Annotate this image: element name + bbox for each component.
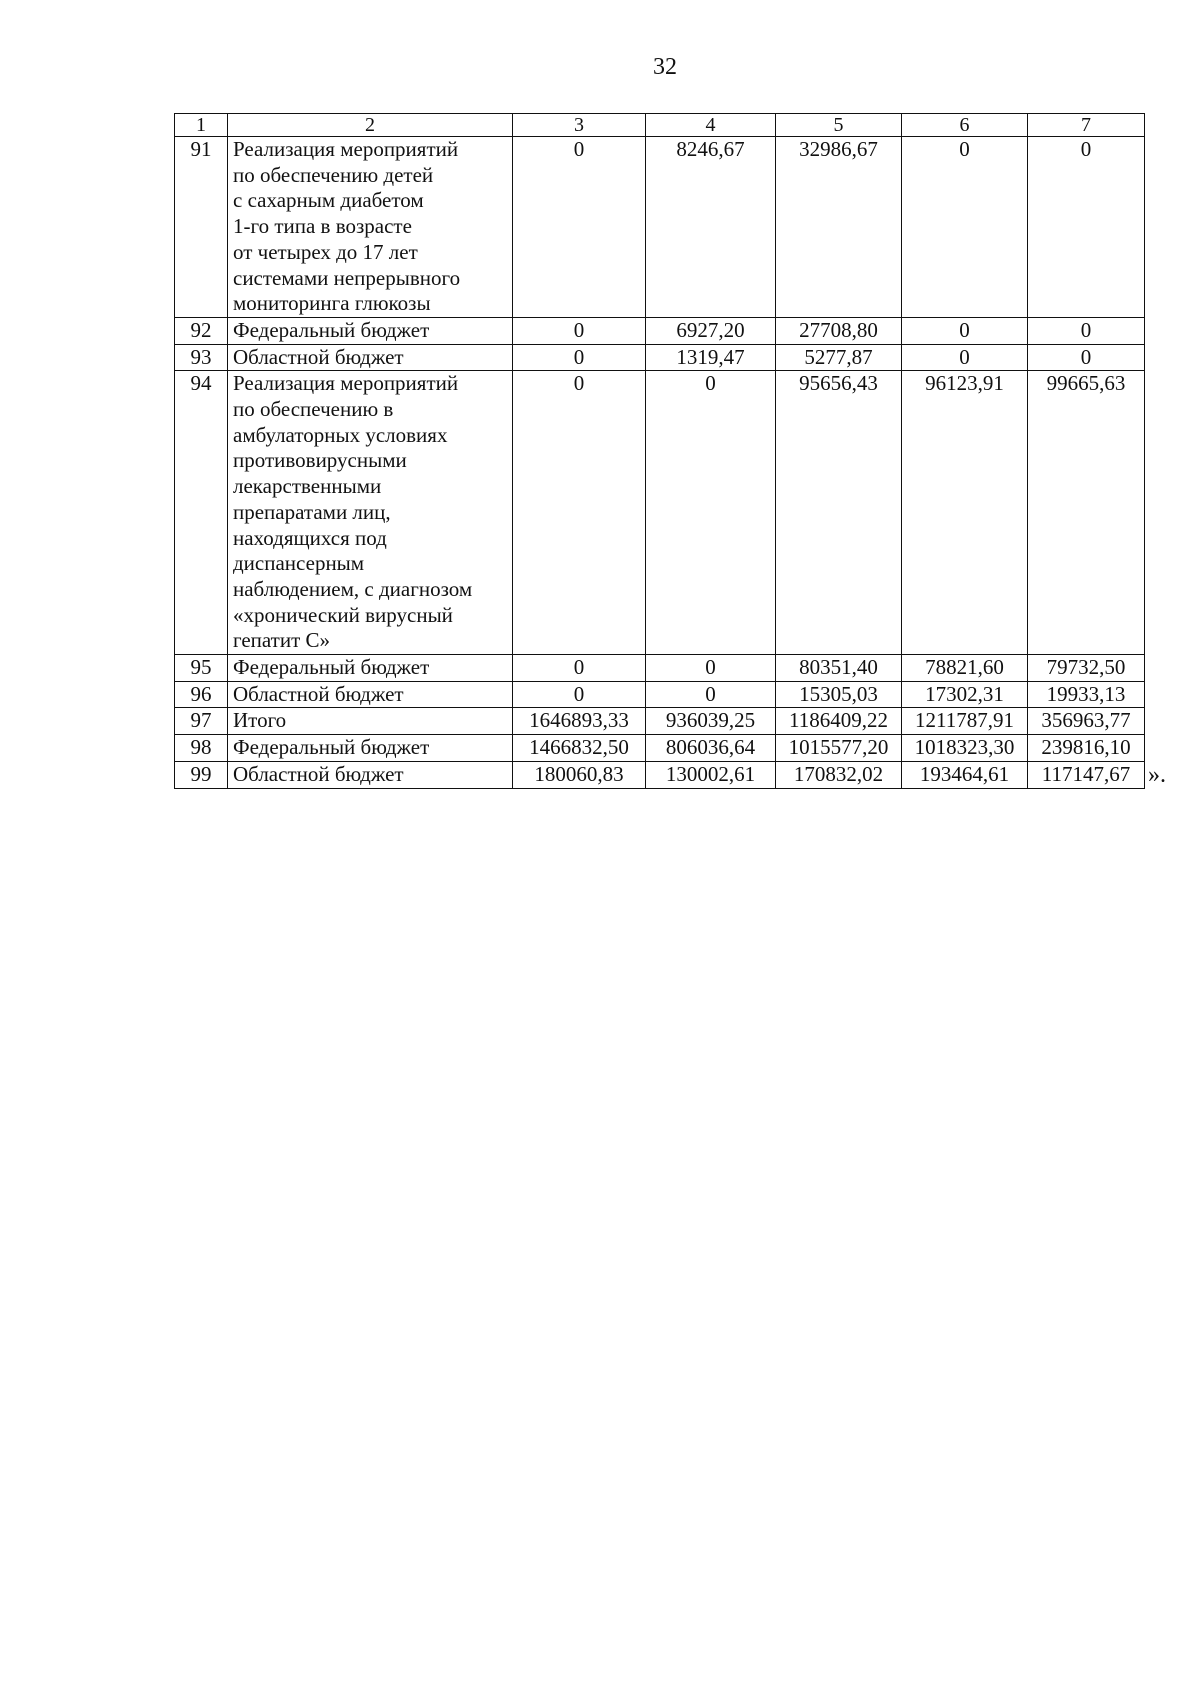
row-number: 98	[175, 735, 228, 762]
row-description: Реализация мероприятий по обеспечению детей с сахарным диабетом 1-го типа в возрасте от четырех до 17 лет системами непрерывного мониторинга глюкозы	[228, 137, 513, 318]
row-description: Областной бюджет	[228, 761, 513, 788]
amount-cell: 356963,77	[1028, 708, 1145, 735]
amount-cell: 1018323,30	[902, 735, 1028, 762]
row-description: Федеральный бюджет	[228, 655, 513, 682]
amount-cell: 79732,50	[1028, 655, 1145, 682]
amount-cell: 1319,47	[646, 344, 776, 371]
column-header: 7	[1028, 114, 1145, 137]
amount-cell: 0	[513, 317, 646, 344]
column-header: 1	[175, 114, 228, 137]
amount-cell: 806036,64	[646, 735, 776, 762]
table-row	[175, 344, 1145, 371]
amount-cell: 0	[902, 344, 1028, 371]
row-description: Федеральный бюджет	[228, 317, 513, 344]
amount-cell: 96123,91	[902, 371, 1028, 655]
amount-cell: 0	[513, 371, 646, 655]
table-body	[175, 137, 1145, 789]
amount-cell: 239816,10	[1028, 735, 1145, 762]
row-number: 95	[175, 655, 228, 682]
column-header: 2	[228, 114, 513, 137]
amount-cell: 1646893,33	[513, 708, 646, 735]
column-header: 4	[646, 114, 776, 137]
amount-cell: 80351,40	[776, 655, 902, 682]
amount-cell: 1211787,91	[902, 708, 1028, 735]
column-header: 5	[776, 114, 902, 137]
budget-table	[174, 113, 1145, 789]
table-row	[175, 655, 1145, 682]
amount-cell: 0	[513, 681, 646, 708]
table-row	[175, 761, 1145, 788]
page-number: 32	[653, 54, 677, 80]
row-number: 93	[175, 344, 228, 371]
amount-cell: 170832,02	[776, 761, 902, 788]
amount-cell: 0	[1028, 317, 1145, 344]
amount-cell: 99665,63	[1028, 371, 1145, 655]
amount-cell: 0	[513, 655, 646, 682]
row-number: 99	[175, 761, 228, 788]
amount-cell: 95656,43	[776, 371, 902, 655]
amount-cell: 193464,61	[902, 761, 1028, 788]
column-header: 3	[513, 114, 646, 137]
amount-cell: 0	[646, 371, 776, 655]
row-description: Федеральный бюджет	[228, 735, 513, 762]
table-row	[175, 317, 1145, 344]
amount-cell: 0	[1028, 344, 1145, 371]
amount-cell: 180060,83	[513, 761, 646, 788]
amount-cell: 0	[902, 317, 1028, 344]
amount-cell: 0	[902, 137, 1028, 318]
table-row	[175, 735, 1145, 762]
table-header-row	[175, 114, 1145, 137]
amount-cell: 8246,67	[646, 137, 776, 318]
amount-cell: 17302,31	[902, 681, 1028, 708]
amount-cell: 936039,25	[646, 708, 776, 735]
row-number: 96	[175, 681, 228, 708]
row-number: 92	[175, 317, 228, 344]
amount-cell: 0	[1028, 137, 1145, 318]
amount-cell: 32986,67	[776, 137, 902, 318]
row-description: Итого	[228, 708, 513, 735]
amount-cell: 27708,80	[776, 317, 902, 344]
amount-cell: 1186409,22	[776, 708, 902, 735]
amount-cell: 0	[513, 344, 646, 371]
row-number: 94	[175, 371, 228, 655]
amount-cell: 0	[513, 137, 646, 318]
amount-cell: 0	[646, 681, 776, 708]
amount-cell: 78821,60	[902, 655, 1028, 682]
row-description: Реализация мероприятий по обеспечению в амбулаторных условиях противовирусными лекарственными препаратами лиц, находящихся под диспансерным наблюдением, с диагнозом «хронический вирусный гепатит С»	[228, 371, 513, 655]
closing-quote: ».	[1148, 762, 1166, 788]
amount-cell: 1015577,20	[776, 735, 902, 762]
amount-cell: 1466832,50	[513, 735, 646, 762]
amount-cell: 19933,13	[1028, 681, 1145, 708]
table-row	[175, 371, 1145, 655]
row-description: Областной бюджет	[228, 681, 513, 708]
amount-cell: 0	[646, 655, 776, 682]
table-row	[175, 708, 1145, 735]
table-row	[175, 681, 1145, 708]
amount-cell: 117147,67	[1028, 761, 1145, 788]
row-number: 91	[175, 137, 228, 318]
amount-cell: 15305,03	[776, 681, 902, 708]
table-row	[175, 137, 1145, 318]
column-header: 6	[902, 114, 1028, 137]
amount-cell: 130002,61	[646, 761, 776, 788]
amount-cell: 6927,20	[646, 317, 776, 344]
row-number: 97	[175, 708, 228, 735]
amount-cell: 5277,87	[776, 344, 902, 371]
row-description: Областной бюджет	[228, 344, 513, 371]
